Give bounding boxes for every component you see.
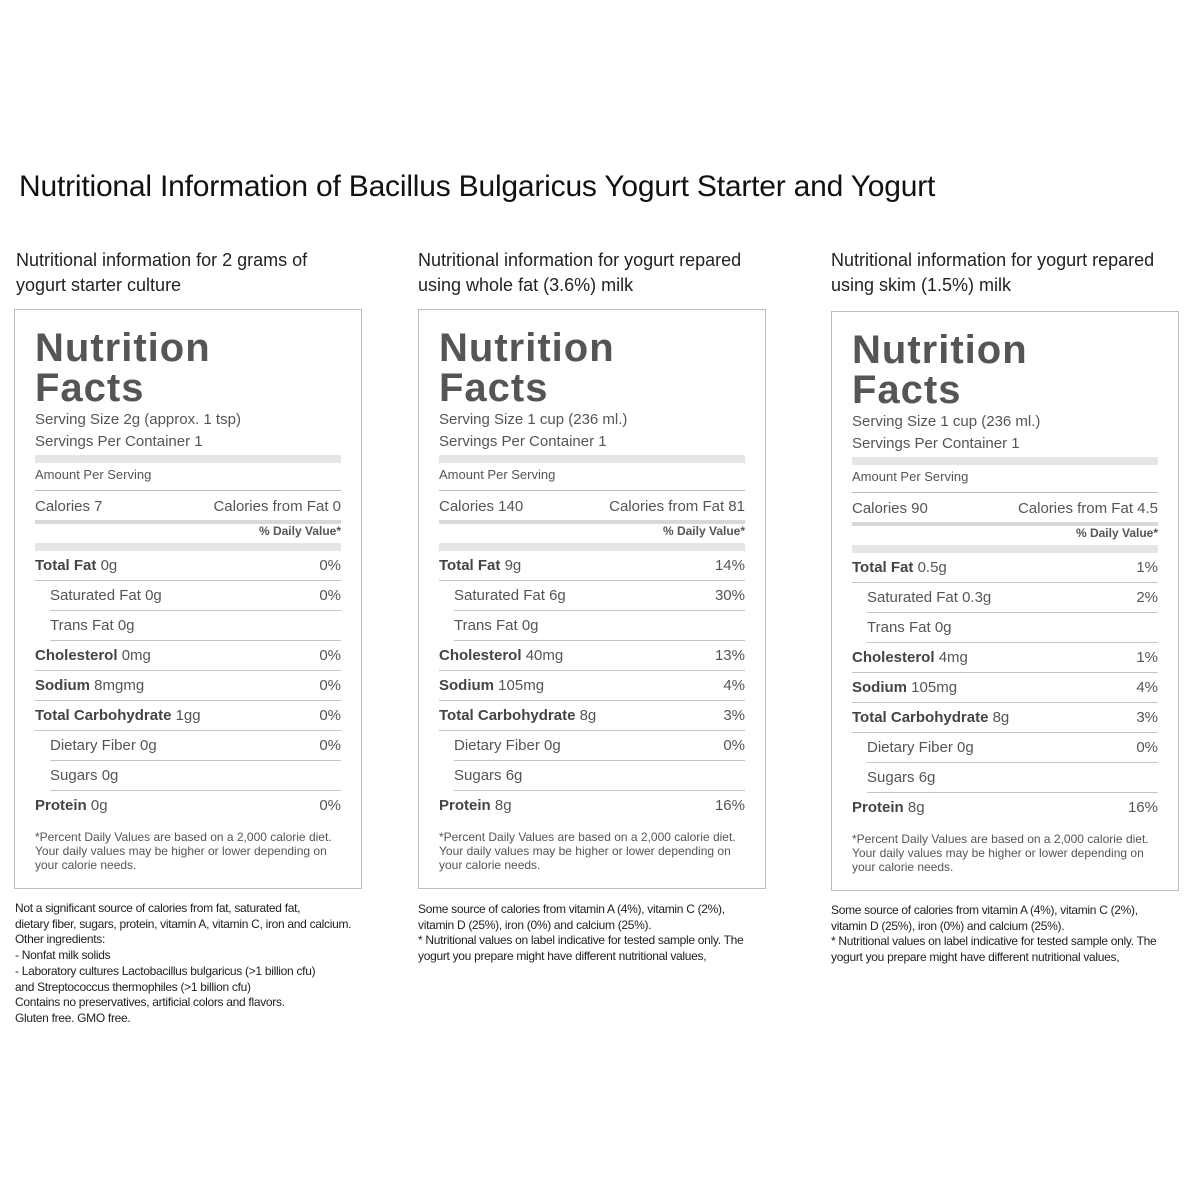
nutrient-pct: 14%: [714, 557, 745, 574]
calories: Calories 140: [439, 498, 524, 515]
panel-intro: [16, 248, 376, 298]
nutrient-amount: 0.3g: [962, 589, 992, 606]
nutrient-pct: 3%: [723, 707, 745, 724]
panel-intro-line: yogurt starter culture: [16, 275, 182, 295]
nutrient-pct: 0%: [319, 797, 341, 814]
nutrition-label: [14, 309, 362, 889]
calories-row: [852, 500, 1158, 517]
nutrient-amount: 0g: [90, 797, 108, 814]
footnote-line: Your daily values may be higher or lower depending on: [439, 844, 731, 858]
heading-line: Nutrition: [35, 326, 211, 370]
serving-size: Serving Size 1 cup (236 ml.): [852, 413, 1041, 430]
nutrient-row: [867, 763, 1158, 793]
label-footnote: [439, 830, 749, 872]
nutrient-pct: 2%: [1136, 589, 1158, 606]
nutrient-row: [35, 551, 341, 581]
serving-size: Serving Size 2g (approx. 1 tsp): [35, 411, 241, 428]
nutrition-label: [831, 311, 1179, 891]
nutrient-amount: 0g: [117, 617, 135, 634]
nutrient-name: Sodium: [439, 677, 494, 694]
nutrient-name: Sugars: [867, 769, 915, 786]
panel-intro: [418, 248, 778, 298]
servings-per-container: Servings Per Container 1: [852, 435, 1020, 452]
nutrient-name: Total Carbohydrate: [35, 707, 172, 724]
nutrient-row: [35, 791, 341, 820]
nutrient-amount: 40mg: [525, 647, 564, 664]
nutrient-amount: 6g: [505, 767, 523, 784]
nutrient-pct: 13%: [714, 647, 745, 664]
nutrient-row: [439, 641, 745, 671]
nutrient-amount: 0mg: [121, 647, 151, 664]
nutrient-amount: 8g: [579, 707, 597, 724]
nutrient-pct: 0%: [319, 587, 341, 604]
nutrient-row: [50, 611, 341, 641]
note-line: and Streptococcus thermophiles (>1 billion cfu): [15, 979, 251, 994]
note-line: yogurt you prepare might have different nutritional values,: [418, 949, 707, 964]
note-line: - Laboratory cultures Lactobacillus bulgaricus (>1 billion cfu): [15, 963, 316, 978]
label-footnote: [852, 832, 1162, 874]
nutrient-amount: 8g: [494, 797, 512, 814]
panel-notes: [418, 902, 778, 965]
divider: [35, 490, 341, 491]
note-line: Other ingredients:: [15, 932, 105, 947]
footnote-line: *Percent Daily Values are based on a 2,000 calorie diet.: [439, 830, 736, 844]
note-line: Not a significant source of calories from fat, saturated fat,: [15, 901, 301, 915]
nutrient-name: Total Carbohydrate: [852, 709, 989, 726]
nutrient-name: Saturated Fat: [867, 589, 958, 606]
nutrient-pct: 30%: [714, 587, 745, 604]
note-line: * Nutritional values on label indicative for tested sample only. The: [831, 934, 1157, 949]
nutrient-row: [50, 731, 341, 761]
nutrient-row: [35, 671, 341, 701]
nutrient-pct: 4%: [723, 677, 745, 694]
footnote-line: Your daily values may be higher or lower depending on: [852, 846, 1144, 860]
amount-per-serving: Amount Per Serving: [852, 469, 969, 484]
nutrient-name: Protein: [35, 797, 87, 814]
nutrient-rows: [852, 553, 1158, 822]
label-footnote: [35, 830, 345, 872]
divider: [439, 490, 745, 491]
divider: [439, 455, 745, 463]
nutrient-amount: 0.5g: [917, 559, 947, 576]
footnote-line: your calorie needs.: [852, 860, 954, 874]
nutrient-name: Protein: [439, 797, 491, 814]
footnote-line: *Percent Daily Values are based on a 2,000 calorie diet.: [35, 830, 332, 844]
nutrient-row: [454, 581, 745, 611]
serving-size: Serving Size 1 cup (236 ml.): [439, 411, 628, 428]
heading-line: Facts: [439, 366, 549, 410]
panel-intro-line: using skim (1.5%) milk: [831, 275, 1012, 295]
note-line: Gluten free. GMO free.: [15, 1010, 131, 1025]
nutrient-row: [852, 703, 1158, 733]
nutrient-row: [852, 643, 1158, 673]
nutrient-rows: [439, 551, 745, 820]
nutrient-name: Cholesterol: [35, 647, 118, 664]
nutrient-name: Protein: [852, 799, 904, 816]
nutrient-name: Dietary Fiber: [867, 739, 953, 756]
divider: [852, 545, 1158, 553]
footnote-line: your calorie needs.: [439, 858, 541, 872]
nutrient-pct: 1%: [1136, 559, 1158, 576]
nutrient-name: Trans Fat: [454, 617, 518, 634]
calories-from-fat: Calories from Fat 81: [609, 498, 745, 515]
nutrient-amount: 8g: [907, 799, 925, 816]
note-line: dietary fiber, sugars, protein, vitamin A, vitamin C, iron and calcium.: [15, 916, 352, 931]
servings-per-container: Servings Per Container 1: [35, 433, 203, 450]
nutrient-name: Total Carbohydrate: [439, 707, 576, 724]
nutrient-pct: 4%: [1136, 679, 1158, 696]
nutrient-pct: 0%: [319, 677, 341, 694]
nutrient-name: Sodium: [35, 677, 90, 694]
nutrition-facts-heading: [439, 328, 615, 408]
nutrient-name: Cholesterol: [439, 647, 522, 664]
calories: Calories 7: [35, 498, 103, 515]
nutrient-name: Dietary Fiber: [50, 737, 136, 754]
daily-value-header: % Daily Value*: [258, 524, 341, 538]
nutrient-row: [867, 733, 1158, 763]
nutrient-rows: [35, 551, 341, 820]
note-line: * Nutritional values on label indicative for tested sample only. The: [418, 933, 744, 948]
daily-value-header: % Daily Value*: [1075, 526, 1158, 540]
nutrient-pct: 0%: [319, 557, 341, 574]
panel-intro-line: using whole fat (3.6%) milk: [418, 275, 634, 295]
nutrient-row: [50, 581, 341, 611]
nutrient-amount: 9g: [504, 557, 522, 574]
panel-intro: [831, 248, 1191, 298]
footnote-line: *Percent Daily Values are based on a 2,000 calorie diet.: [852, 832, 1149, 846]
daily-value-header: % Daily Value*: [662, 524, 745, 538]
divider: [35, 543, 341, 551]
nutrient-amount: 0g: [521, 617, 539, 634]
nutrient-row: [439, 701, 745, 731]
nutrient-amount: 0g: [544, 737, 561, 754]
nutrient-pct: 3%: [1136, 709, 1158, 726]
nutrient-amount: 6g: [549, 587, 566, 604]
nutrient-name: Total Fat: [439, 557, 501, 574]
note-line: Some source of calories from vitamin A (4%), vitamin C (2%),: [418, 902, 725, 916]
heading-line: Nutrition: [439, 326, 615, 370]
divider: [439, 543, 745, 551]
heading-line: Nutrition: [852, 328, 1028, 372]
nutrient-pct: 0%: [1136, 739, 1158, 756]
nutrient-name: Cholesterol: [852, 649, 935, 666]
nutrition-facts-heading: [852, 330, 1028, 410]
nutrient-row: [50, 761, 341, 791]
calories-from-fat: Calories from Fat 0: [213, 498, 341, 515]
nutrient-pct: 16%: [714, 797, 745, 814]
nutrient-name: Total Fat: [35, 557, 97, 574]
note-line: - Nonfat milk solids: [15, 948, 111, 963]
panel-notes: [15, 901, 395, 1027]
heading-line: Facts: [35, 366, 145, 410]
calories: Calories 90: [852, 500, 928, 517]
nutrient-row: [35, 641, 341, 671]
calories-from-fat: Calories from Fat 4.5: [1017, 500, 1158, 517]
nutrient-name: Sugars: [50, 767, 98, 784]
nutrient-row: [454, 761, 745, 791]
nutrient-row: [439, 791, 745, 820]
nutrient-amount: 0g: [957, 739, 974, 756]
nutrient-amount: 8g: [992, 709, 1010, 726]
nutrient-name: Saturated Fat: [50, 587, 141, 604]
amount-per-serving: Amount Per Serving: [439, 467, 556, 482]
divider: [35, 455, 341, 463]
nutrient-pct: 0%: [723, 737, 745, 754]
divider: [852, 492, 1158, 493]
nutrient-amount: 1gg: [175, 707, 201, 724]
nutrient-name: Total Fat: [852, 559, 914, 576]
nutrient-row: [439, 551, 745, 581]
nutrient-row: [454, 731, 745, 761]
nutrient-amount: 0g: [934, 619, 952, 636]
nutrient-name: Sodium: [852, 679, 907, 696]
heading-line: Facts: [852, 368, 962, 412]
nutrient-row: [852, 793, 1158, 822]
nutrient-amount: 0g: [101, 767, 119, 784]
amount-per-serving: Amount Per Serving: [35, 467, 152, 482]
nutrient-pct: 0%: [319, 737, 341, 754]
divider: [852, 457, 1158, 465]
nutrient-amount: 0g: [140, 737, 157, 754]
nutrition-label: [418, 309, 766, 889]
nutrient-amount: 0g: [100, 557, 118, 574]
nutrient-row: [35, 701, 341, 731]
footnote-line: your calorie needs.: [35, 858, 137, 872]
calories-row: [35, 498, 341, 515]
nutrient-name: Trans Fat: [867, 619, 931, 636]
nutrient-amount: 6g: [918, 769, 936, 786]
calories-row: [439, 498, 745, 515]
nutrient-pct: 0%: [319, 707, 341, 724]
footnote-line: Your daily values may be higher or lower depending on: [35, 844, 327, 858]
nutrient-row: [852, 553, 1158, 583]
nutrient-name: Sugars: [454, 767, 502, 784]
page-title: Nutritional Information of Bacillus Bulgaricus Yogurt Starter and Yogurt: [19, 170, 936, 203]
panel-notes: [831, 903, 1191, 966]
nutrition-facts-heading: [35, 328, 211, 408]
nutrient-name: Saturated Fat: [454, 587, 545, 604]
note-line: Some source of calories from vitamin A (4%), vitamin C (2%),: [831, 903, 1138, 917]
nutrient-amount: 4mg: [938, 649, 968, 666]
note-line: vitamin D (25%), iron (0%) and calcium (25%).: [831, 918, 1065, 933]
panel-intro-line: Nutritional information for yogurt repared: [831, 250, 1155, 270]
note-line: vitamin D (25%), iron (0%) and calcium (25%).: [418, 917, 652, 932]
note-line: yogurt you prepare might have different nutritional values,: [831, 950, 1120, 965]
nutrient-row: [867, 613, 1158, 643]
note-line: Contains no preservatives, artificial colors and flavors.: [15, 995, 285, 1010]
nutrient-amount: 105mg: [911, 679, 958, 696]
nutrient-pct: 16%: [1127, 799, 1158, 816]
nutrient-row: [867, 583, 1158, 613]
panel-intro-line: Nutritional information for yogurt repared: [418, 250, 742, 270]
nutrient-row: [454, 611, 745, 641]
servings-per-container: Servings Per Container 1: [439, 433, 607, 450]
nutrient-pct: 0%: [319, 647, 341, 664]
nutrient-amount: 8mgmg: [94, 677, 145, 694]
nutrient-name: Dietary Fiber: [454, 737, 540, 754]
nutrient-row: [439, 671, 745, 701]
panel-intro-line: Nutritional information for 2 grams of: [16, 250, 308, 270]
nutrient-pct: 1%: [1136, 649, 1158, 666]
nutrient-name: Trans Fat: [50, 617, 114, 634]
nutrient-amount: 0g: [145, 587, 162, 604]
nutrient-amount: 105mg: [498, 677, 545, 694]
nutrient-row: [852, 673, 1158, 703]
